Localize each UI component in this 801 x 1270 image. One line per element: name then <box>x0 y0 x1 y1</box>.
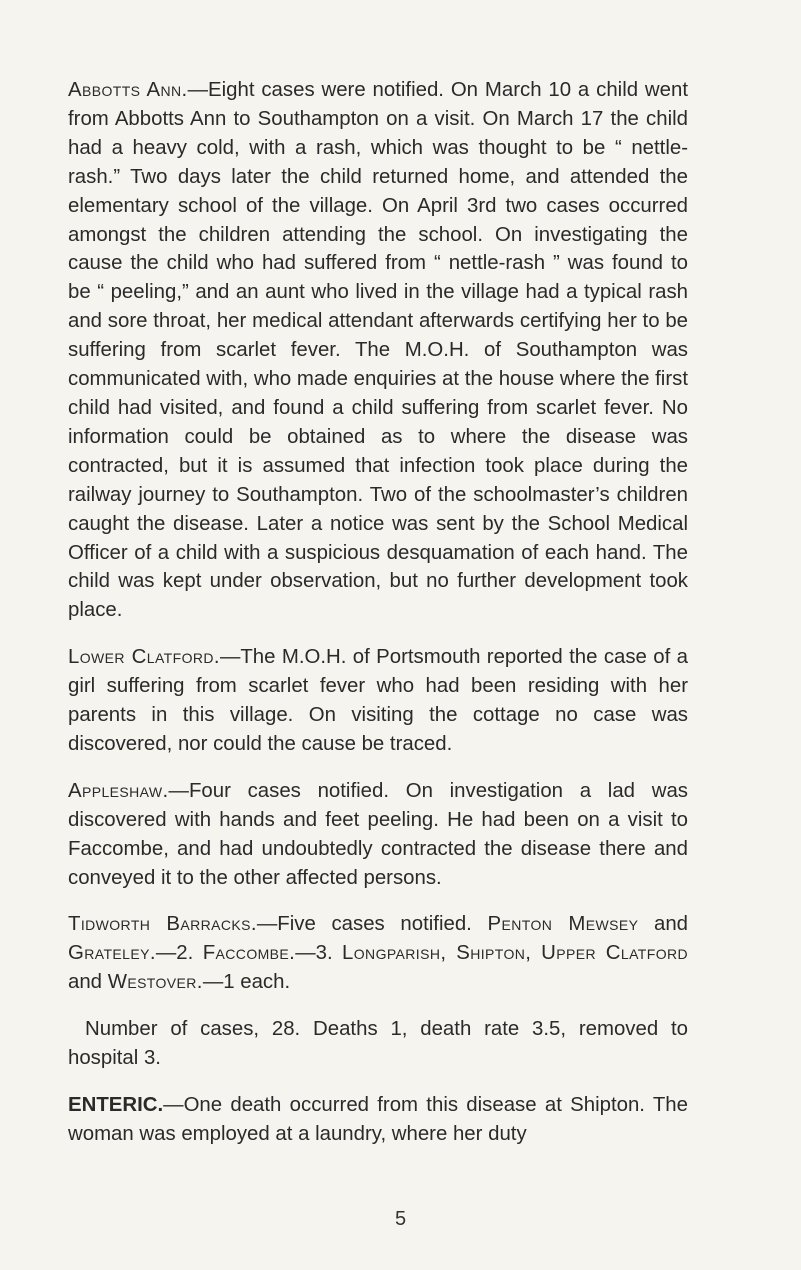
paragraph-other-places <box>68 910 688 997</box>
paragraph-text: and <box>68 971 108 994</box>
section-heading: ENTERIC. <box>68 1094 164 1116</box>
place-name: Appleshaw. <box>68 779 169 802</box>
paragraph-enteric <box>68 1091 688 1149</box>
place-name: Faccombe. <box>202 942 296 965</box>
paragraph-appleshaw <box>68 777 688 893</box>
paragraph-text: —Four cases notified. On investigation a lad was discovered with hands and feet peeling. He had been on a visit to Faccombe, and had undoubtedly contracted the disease there and conveyed it to the other affected persons. <box>68 779 688 889</box>
paragraph-text: —Eight cases were notified. On March 10 a child went from Abbotts Ann to Southampton on a visit. On March 17 the child had a heavy cold, with a rash, which was thought to be “ nettle-rash.” Two days later the child returned home, and attended the elementary school of the village. On April 3rd two cases occurred amongst the children attending the school. On investigating the cause the child who had suffered from “ nettle-rash ” was found to be “ peeling,” and an aunt who lived in the village had a typical rash and sore throat, her medical attendant afterwards certifying her to be suffering from scarlet fever. The M.O.H. of Southampton was communicated with, who made enquiries at the house where the first child had visited, and found a child suffering from scarlet fever. No information could be obtained as to where the disease was contracted, but it is assumed that infection took place during the railway journey to Southampton. Two of the schoolmaster’s children caught the disease. Later a notice was sent by the School Medical Officer of a child with a suspicious desquamation of each hand. The child was kept under observation, but no further development took place. <box>68 79 688 622</box>
paragraph-text: —Five cases notified. <box>256 913 488 936</box>
place-name: Penton Mewsey <box>487 913 639 936</box>
place-name: Westover. <box>107 971 203 994</box>
page-number: 5 <box>394 1208 407 1230</box>
paragraph-text: —The M.O.H. of Portsmouth reported the case of a girl suffering from scarlet fever who had been residing with her parents in this village. On visiting the cottage no case was discovered, nor could the cause be traced. <box>68 646 688 755</box>
document-page <box>68 76 688 1167</box>
place-name: Longparish, Shipton, Upper Clatford <box>342 942 689 965</box>
paragraph-text: —One death occurred from this disease at Shipton. The woman was employed at a laundry, where her duty <box>68 1094 688 1145</box>
paragraph-lower-clatford <box>68 643 688 759</box>
paragraph-text: —2. <box>155 942 203 965</box>
paragraph-text: and <box>638 913 689 936</box>
paragraph-statistics: Number of cases, 28. Deaths 1, death rate 3.5, removed to hospital 3. <box>68 1018 688 1070</box>
place-name: Tidworth Barracks. <box>68 913 257 936</box>
place-name: Lower Clatford. <box>68 646 220 669</box>
place-name: Grateley. <box>68 942 156 965</box>
paragraph-text: —1 each. <box>202 971 291 994</box>
place-name: Abbotts Ann. <box>68 79 188 101</box>
paragraph-text: —3. <box>295 942 343 965</box>
paragraph-abbotts-ann <box>68 76 688 625</box>
